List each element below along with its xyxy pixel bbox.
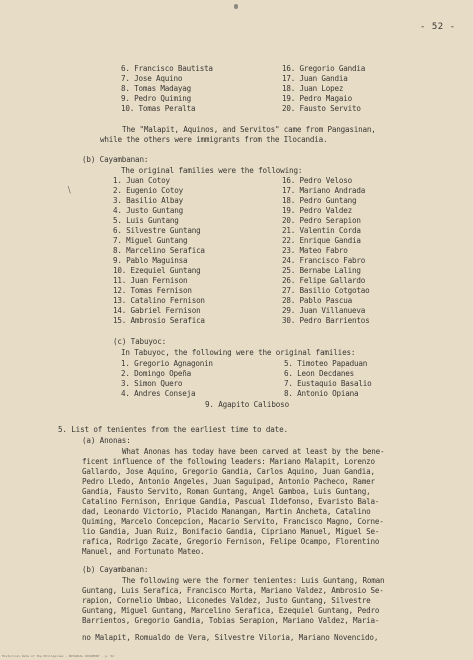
- list-item: 5. Timoteo Papaduan: [284, 359, 368, 368]
- paragraph-line: Guntang, Luis Serafica, Francisco Morta, Mariano Valdez, Ambrosio Se-: [82, 586, 384, 595]
- paragraph-line: Gandia, Fausto Servito, Roman Guntang, Angel Gamboa, Luis Guntang,: [82, 487, 371, 496]
- list-item: 3. Basilio Albay: [113, 196, 183, 205]
- list-item: 2. Domingo Opeña: [121, 369, 191, 378]
- immigrants-note: [100, 125, 376, 145]
- paragraph-line: lio Gandia, Juan Ruiz, Bonifacio Gandia, Cipriano Manuel, Miguel Se-: [82, 527, 380, 536]
- list-item: 6. Silvestre Guntang: [113, 226, 201, 235]
- list-item: 17. Juan Gandia: [282, 74, 348, 83]
- section-b-label: (b) Cayambanan:: [82, 155, 149, 164]
- list-item: 10. Ezequiel Guntang: [113, 266, 201, 275]
- section-5b-paragraph: [82, 576, 384, 626]
- paragraph-line: What Anonas has today have been carved at least by the bene-: [122, 447, 385, 456]
- list-item: 20. Pedro Serapion: [282, 216, 361, 225]
- list-item: 15. Ambrosio Serafica: [113, 316, 205, 325]
- section-5-heading: 5. List of tenientes from the earliest time to date.: [58, 425, 288, 434]
- list-item: 17. Mariano Andrada: [282, 186, 366, 195]
- paragraph-line: Catalino Fernison, Enrique Gandia, Pascual Ildefonso, Evaristo Bala-: [82, 497, 380, 506]
- note-line: while the others were immigrants from the Ilocandia.: [100, 135, 328, 144]
- binding-hole-mark: [234, 4, 238, 9]
- page-number: - 52 -: [420, 22, 456, 32]
- list-item: 7. Jose Aquino: [121, 74, 183, 83]
- list-item: 16. Gregorio Gandia: [282, 64, 366, 73]
- top-list-left: [121, 64, 213, 114]
- list-item: 8. Tomas Madayag: [121, 84, 191, 93]
- paragraph-line: rapion, Cornelio Umbao, Liconedes Valdez, Justo Guntang, Silvestre: [82, 596, 371, 605]
- paragraph-line: Guntang, Miguel Guntang, Marcelino Serafica, Ezequiel Guntang, Pedro: [82, 606, 380, 615]
- list-item: 16. Pedro Veloso: [282, 176, 352, 185]
- top-list-right: [282, 64, 365, 114]
- list-item: 27. Basilio Cotgotao: [282, 286, 370, 295]
- list-item: 1. Gregorio Agnagonin: [121, 359, 213, 368]
- paragraph-line: Manuel, and Fortunato Mateo.: [82, 547, 205, 556]
- list-item: 9. Pablo Maguinsa: [113, 256, 188, 265]
- list-item: 20. Fausto Servito: [282, 104, 361, 113]
- paragraph-line: Gallardo, Jose Aquino, Gregorio Gandia, Carlos Aquino, Juan Gandia,: [82, 467, 375, 476]
- note-line: The "Malapit, Aquinos, and Servitos" came from Pangasinan,: [122, 125, 376, 134]
- list-item: 18. Juan Lopez: [282, 84, 344, 93]
- section-c-label: (c) Tabuyoc:: [113, 337, 167, 346]
- section-5b-label: (b) Cayambanan:: [82, 565, 149, 574]
- list-item: 19. Pedro Magaio: [282, 94, 352, 103]
- list-item: 4. Andres Conseja: [121, 389, 196, 398]
- list-item: 11. Juan Fernison: [113, 276, 188, 285]
- list-item: 10. Tomas Peralta: [121, 104, 196, 113]
- paragraph-line: ficent influence of the following leaders: Mariano Malapit, Lorenzo: [82, 457, 375, 466]
- list-item: 30. Pedro Barrientos: [282, 316, 370, 325]
- paragraph-line: rafica, Rodrigo Zacate, Gregorio Fernison, Felipe Ocampo, Florentino: [82, 537, 380, 546]
- paragraph-line: The following were the former tenientes: Luis Guntang, Roman: [122, 576, 385, 585]
- list-item: 8. Marcelino Serafica: [113, 246, 205, 255]
- list-item: 21. Valentin Corda: [282, 226, 361, 235]
- list-item: 6. Francisco Bautista: [121, 64, 213, 73]
- list-item: 28. Pablo Pascua: [282, 296, 352, 305]
- section-b-intro: The original families were the following:: [121, 166, 303, 175]
- list-item: 19. Pedro Valdez: [282, 206, 352, 215]
- list-item: 12. Tomas Fernison: [113, 286, 192, 295]
- section-c-intro: In Tabuyoc, the following were the original families:: [121, 348, 356, 357]
- paragraph-line: dad, Leonardo Victorio, Placido Manangan, Martin Ancheta, Catalino: [82, 507, 371, 516]
- list-item: 13. Catalino Fernison: [113, 296, 205, 305]
- section-c-right-column: [284, 359, 371, 399]
- paragraph-line: Barrientos, Gregorio Gandia, Tobias Serapion, Mariano Valdez, Maria-: [82, 616, 380, 625]
- list-item: 23. Mateo Fabro: [282, 246, 348, 255]
- paragraph-line: Quiming, Marcelo Concepcion, Macario Servito, Francisco Magno, Corne-: [82, 517, 384, 526]
- list-item: 3. Simon Quero: [121, 379, 183, 388]
- margin-mark: ∖: [66, 186, 72, 196]
- section-b-right-column: [282, 176, 369, 326]
- list-item: 8. Antonio Opiana: [284, 389, 359, 398]
- list-item: 7. Eustaquio Basalio: [284, 379, 372, 388]
- list-item: 1. Juan Cotoy: [113, 176, 170, 185]
- list-item: 9. Pedro Quiming: [121, 94, 191, 103]
- scan-footer: Historical Data of the Philippines · NOTARIAL DOCUMENT · p. 52: [2, 654, 114, 658]
- list-item: 24. Francisco Fabro: [282, 256, 366, 265]
- section-c-left-column: [121, 359, 213, 399]
- list-item: 14. Gabriel Fernison: [113, 306, 201, 315]
- list-item: 7. Miguel Guntang: [113, 236, 188, 245]
- paragraph-line: Pedro Lledo, Antonio Angeles, Juan Saguipad, Antonio Pacheco, Ramer: [82, 477, 375, 486]
- list-item: 18. Pedro Guntang: [282, 196, 357, 205]
- section-b-left-column: [113, 176, 205, 326]
- list-item: 5. Luis Guntang: [113, 216, 179, 225]
- section-5a-label: (a) Anonas:: [82, 436, 131, 445]
- list-item: 22. Enrique Gandia: [282, 236, 361, 245]
- section-c-last-item: 9. Agapito Caliboso: [205, 400, 290, 409]
- list-item: 26. Felipe Gallardo: [282, 276, 366, 285]
- section-5a-paragraph: [82, 447, 384, 557]
- list-item: 29. Juan Villanueva: [282, 306, 366, 315]
- last-paragraph-line: no Malapit, Romualdo de Vera, Silvestre Viloria, Mariano Novencido,: [82, 633, 379, 642]
- list-item: 4. Justo Guntang: [113, 206, 183, 215]
- list-item: 2. Eugenio Cotoy: [113, 186, 183, 195]
- list-item: 6. Leon Decdanes: [284, 369, 354, 378]
- list-item: 25. Bernabe Laling: [282, 266, 361, 275]
